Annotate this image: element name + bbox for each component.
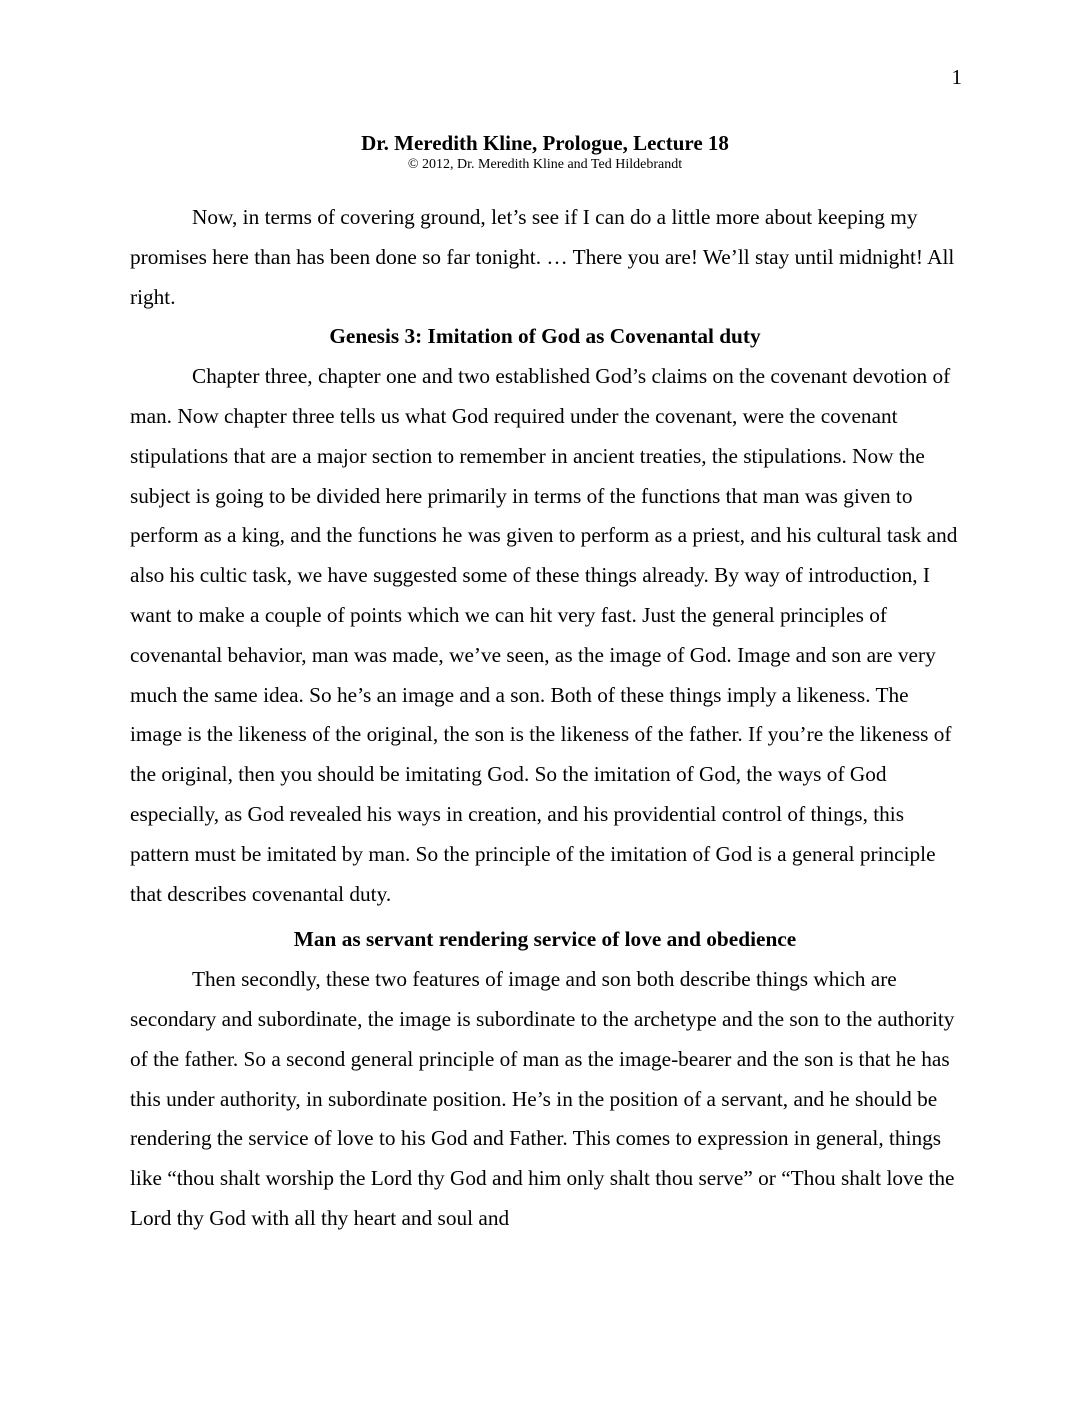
- document-content: [130, 130, 960, 1239]
- document-title: Dr. Meredith Kline, Prologue, Lecture 18: [361, 131, 729, 155]
- copyright-line: © 2012, Dr. Meredith Kline and Ted Hildebrandt: [407, 157, 683, 172]
- section-heading-man-as-servant: Man as servant rendering service of love and obedience: [293, 927, 797, 952]
- page-number: 1: [951, 65, 962, 89]
- paragraph-intro: Now, in terms of covering ground, let’s see if I can do a little more about keeping my promises here than has been done so far tonight. … There you are! We’ll stay until midnight! All right.: [130, 205, 955, 309]
- section-heading-genesis-3: Genesis 3: Imitation of God as Covenantal duty: [329, 324, 761, 349]
- paragraph-imitation-of-god: Chapter three, chapter one and two established God’s claims on the covenant devotion of man. Now chapter three tells us what God required under the covenant, were the covenant stipulations that are a major section to remember in ancient treaties, the stipulations. Now the subject is going to be divided here primarily in terms of the functions that man was given to perform as a king, and the functions he was given to perform as a priest, and his cultural task and also his cultic task, we have suggested some of these things already. By way of introduction, I want to make a couple of points which we can hit very fast. Just the general principles of covenantal behavior, man was made, we’ve seen, as the image of God. Image and son are very much the same idea. So he’s an image and a son. Both of these things imply a likeness. The image is the likeness of the original, the son is the likeness of the father. If you’re the likeness of the original, then you should be imitating God. So the imitation of God, the ways of God especially, as God revealed his ways in creation, and his providential control of things, this pattern must be imitated by man. So the principle of the imitation of God is a general principle that describes covenantal duty.: [130, 364, 958, 906]
- paragraph-servant: Then secondly, these two features of image and son both describe things which are secondary and subordinate, the image is subordinate to the archetype and the son to the authority of the father. So a second general principle of man as the image-bearer and the son is that he has this under authority, in subordinate position. He’s in the position of a servant, and he should be rendering the service of love to his God and Father. This comes to expression in general, things like “thou shalt worship the Lord thy God and him only shalt thou serve” or “Thou shalt love the Lord thy God with all thy heart and soul and: [130, 967, 955, 1230]
